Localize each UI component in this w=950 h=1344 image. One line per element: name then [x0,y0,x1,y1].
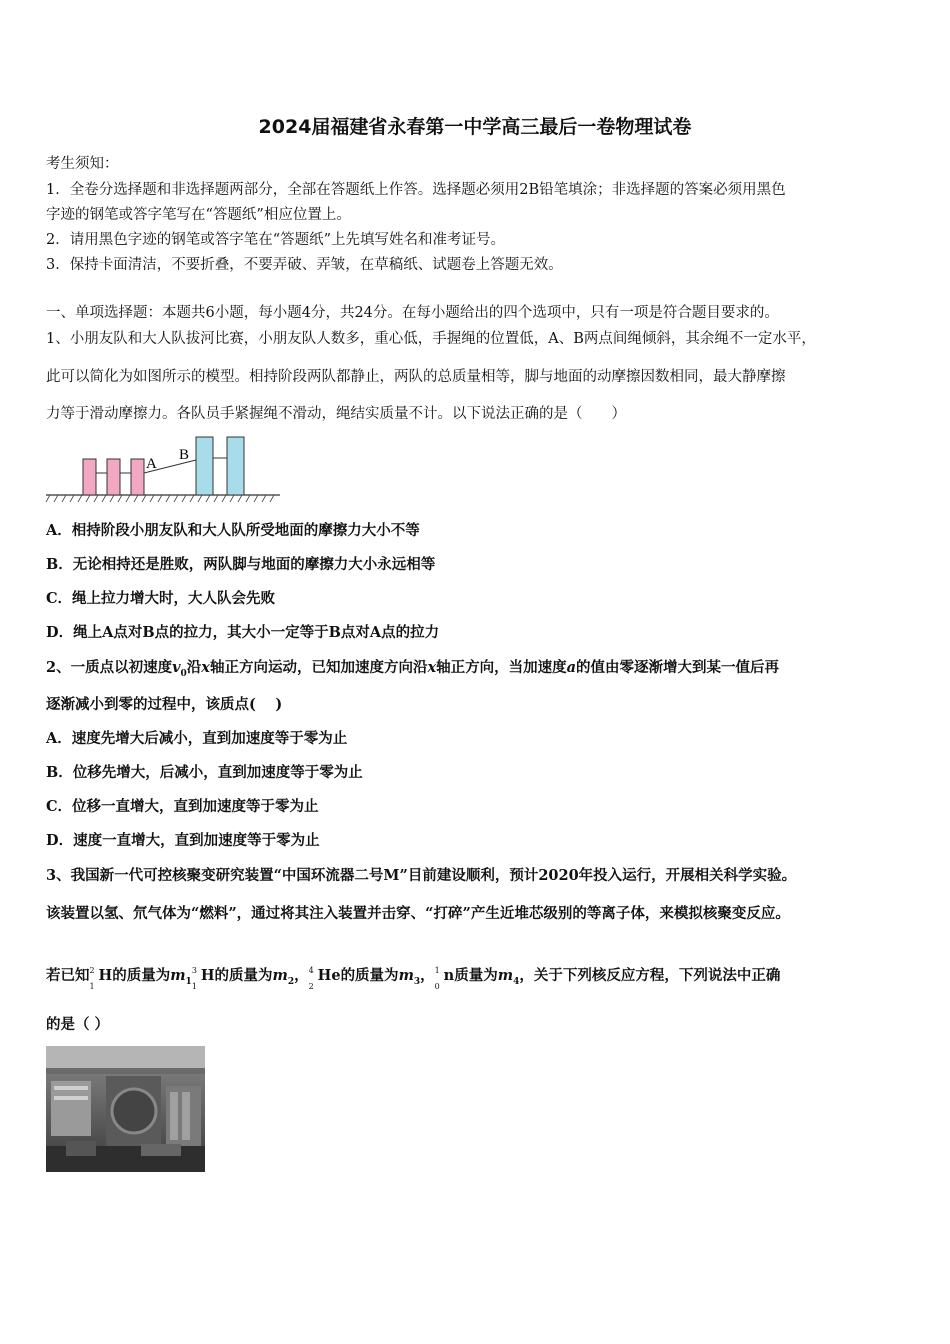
option-d: D．速度一直增大，直到加速度等于零为止 [46,832,320,849]
option-c: C．位移一直增大，直到加速度等于零为止 [46,798,319,815]
kid-block [83,459,96,495]
notice-item: 3．保持卡面清洁，不要折叠，不要弄破、弄皱，在草稿纸、试题卷上答题无效。 [46,257,563,273]
fusion-device-photo [46,1046,205,1172]
notice-item: 1．全卷分选择题和非选择题两部分，全部在答题纸上作答。选择题必须用2B铅笔填涂；非选择题的答案必须用黑色 [46,182,786,198]
kid-block [107,459,120,495]
adult-block [196,437,213,495]
question-3-text: 若已知 2 1 H的质量为$m_1$ 3 1 H的质量为$m_2$， 4 2 He的质量为$m_3$， 1 0 n质量为$m_4$，关于下列核反应方程，下列说法中正确 [46,966,781,991]
question-3-text: 3、我国新一代可控核聚变研究装置“中国环流器二号M”目前建设顺利，预计2020年投入运行，开展相关科学实验。 [46,867,797,884]
option-a: A．相持阶段小朋友队和大人队所受地面的摩擦力大小不等 [46,522,420,539]
question-1-text: 1、小朋友队和大人队拔河比赛，小朋友队人数多，重心低，手握绳的位置低，A、B两点间绳倾斜，其余绳不一定水平， [46,331,816,347]
question-2-text: 逐渐减小到零的过程中，该质点( ) [46,696,283,713]
question-3-text: 该装置以氢、氘气体为“燃料”，通过将其注入装置并击穿、“打碎”产生近堆芯级别的等离子体，来模拟核聚变反应。 [46,905,790,922]
option-b: B．位移先增大，后减小，直到加速度等于零为止 [46,764,363,781]
question-2-text: 2、一质点以初速度$v_0$沿x轴正方向运动，已知加速度方向沿x轴正方向，当加速度a的值由零逐渐增大到某一值后再 [46,659,780,679]
option-d: D．绳上A点对B点的拉力，其大小一定等于B点对A点的拉力 [46,624,440,641]
question-1-text: 力等于滑动摩擦力。各队员手紧握绳不滑动，绳结实质量不计。以下说法正确的是（ ） [46,406,626,422]
section-heading: 一、单项选择题：本题共6小题，每小题4分，共24分。在每小题给出的四个选项中，只有一项是符合题目要求的。 [46,305,779,321]
notice-heading: 考生须知： [46,156,119,172]
kid-block [131,459,144,495]
question-1-text: 此可以简化为如图所示的模型。相持阶段两队都静止，两队的总质量相等，脚与地面的动摩擦因数相同，最大静摩擦 [46,369,786,385]
option-b: B．无论相持还是胜败，两队脚与地面的摩擦力大小永远相等 [46,556,436,573]
question-3-text: 的是（ ） [46,1016,110,1033]
tug-of-war-figure [44,430,284,510]
option-a: A．速度先增大后减小，直到加速度等于零为止 [46,730,348,747]
point-b-label: B [179,447,190,463]
adult-block [227,437,244,495]
notice-item: 2．请用黑色字迹的钢笔或答字笔在“答题纸”上先填写姓名和准考证号。 [46,232,506,248]
option-c: C．绳上拉力增大时，大人队会先败 [46,590,276,607]
page-title: 2024届福建省永春第一中学高三最后一卷物理试卷 [258,116,692,138]
point-a-label: A [146,456,157,472]
notice-item: 字迹的钢笔或答字笔写在“答题纸”相应位置上。 [46,207,351,223]
